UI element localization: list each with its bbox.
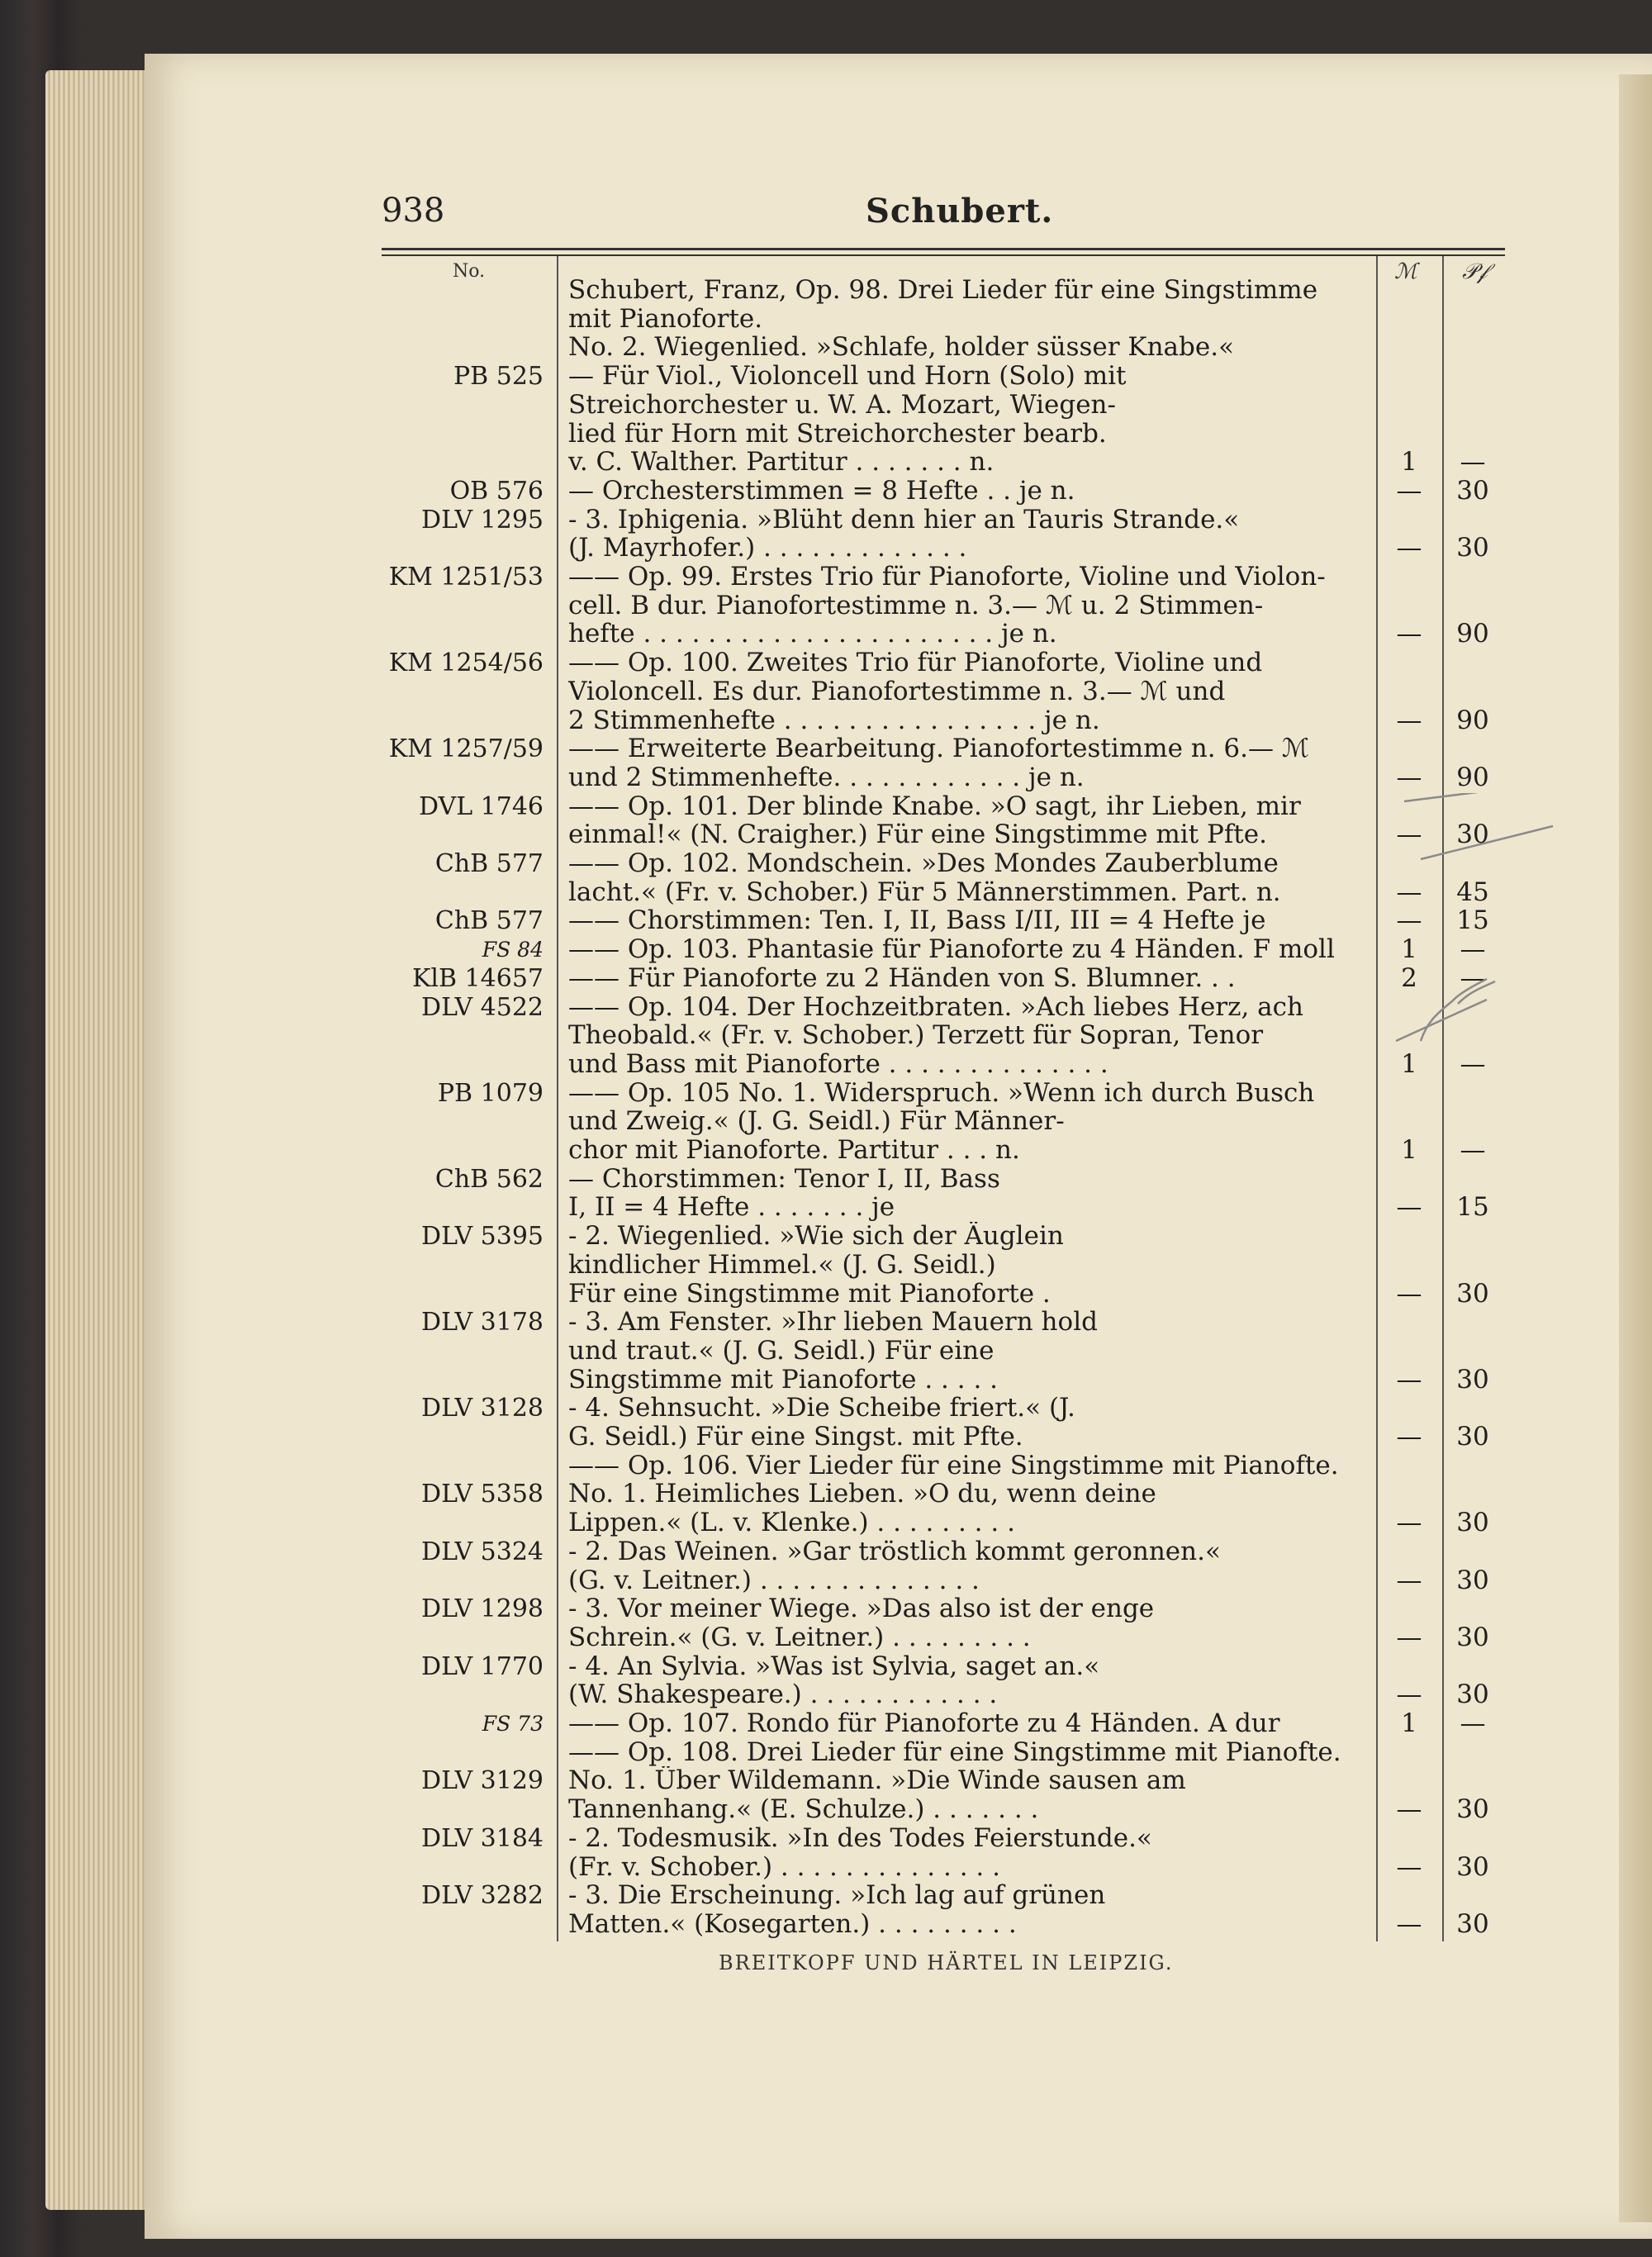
entry-text: —— Op. 103. Phantasie für Pianoforte zu 4 Händen. F moll: [568, 935, 1335, 964]
price-mark: [1376, 1452, 1442, 1480]
price-mark: —: [1396, 1909, 1422, 1939]
price-mark: —: [1396, 619, 1422, 649]
price-mark: 1: [1401, 447, 1417, 477]
price-mark: [1376, 1537, 1442, 1566]
entry-text: - 3. Am Fenster. »Ihr lieben Mauern hold: [568, 1308, 1098, 1337]
catalogue-number: [363, 391, 544, 420]
catalogue-number: [363, 1193, 544, 1222]
catalogue-number: [363, 820, 544, 849]
price-pfennig: —: [1460, 963, 1486, 993]
price-mark: [1376, 1480, 1442, 1509]
price-pfennig: [1442, 305, 1503, 334]
price-pfennig: [1442, 1337, 1503, 1366]
entry-text: - 3. Die Erscheinung. »Ich lag auf grünen: [568, 1881, 1106, 1910]
entry-text: No. 2. Wiegenlied. »Schlafe, holder süsser Knabe.«: [568, 333, 1235, 362]
entry-text: —— Op. 102. Mondschein. »Des Mondes Zauberblume: [568, 849, 1279, 878]
entry-text: und Zweig.« (J. G. Seidl.) Für Männer-: [568, 1107, 1065, 1136]
price-pfennig: —: [1460, 1135, 1486, 1165]
entry-text: Matten.« (Kosegarten.) . . . . . . . . .: [568, 1910, 1017, 1939]
entry-text: - 2. Todesmusik. »In des Todes Feierstunde.«: [568, 1824, 1152, 1853]
price-mark: —: [1396, 1508, 1422, 1537]
catalogue-number: KM 1257/59: [388, 734, 544, 763]
price-mark: [1376, 1766, 1442, 1795]
price-pfennig: [1442, 1881, 1503, 1910]
price-pfennig: 30: [1456, 533, 1489, 563]
entry-text: (Fr. v. Schober.) . . . . . . . . . . . . . .: [568, 1853, 1000, 1882]
price-pfennig: [1442, 1766, 1503, 1795]
price-mark: —: [1396, 1365, 1422, 1395]
price-mark: [1376, 362, 1442, 391]
column-divider-code: [557, 256, 558, 1941]
entry-text: No. 1. Heimliches Lieben. »O du, wenn deine: [568, 1480, 1156, 1509]
catalogue-number: KlB 14657: [411, 964, 544, 993]
catalogue-number: [363, 1566, 544, 1595]
entry-text: —— Op. 105 No. 1. Widerspruch. »Wenn ich durch Busch: [568, 1079, 1315, 1108]
price-pfennig: [1442, 1308, 1503, 1337]
price-mark: 1: [1401, 1135, 1417, 1165]
entry-text: —— Op. 106. Vier Lieder für eine Singstimme mit Pianofte.: [568, 1452, 1339, 1480]
catalogue-number: DLV 3178: [421, 1308, 544, 1337]
catalogue-number: [363, 1136, 544, 1165]
catalogue-number: DLV 5395: [421, 1222, 544, 1251]
catalogue-number: DLV 1295: [421, 506, 544, 535]
price-pfennig: 30: [1456, 1422, 1489, 1452]
price-pfennig: [1442, 1165, 1503, 1194]
catalogue-number: [363, 1623, 544, 1652]
catalogue-number: FS 84: [482, 938, 544, 962]
price-mark: [1376, 734, 1442, 763]
price-pfennig: —: [1460, 1049, 1486, 1079]
catalogue-number: KM 1251/53: [388, 563, 544, 592]
catalogue-number: [363, 1452, 544, 1480]
price-mark: [1376, 1222, 1442, 1251]
price-mark: [1376, 391, 1442, 420]
price-pfennig: [1442, 1222, 1503, 1251]
price-pfennig: —: [1460, 1708, 1486, 1738]
catalogue-number: DLV 5324: [421, 1537, 544, 1566]
next-page-edge: [1619, 74, 1652, 2222]
price-mark: [1376, 1251, 1442, 1280]
price-pfennig: [1442, 420, 1503, 449]
catalogue-number: ChB 562: [434, 1165, 544, 1194]
column-header-pf: 𝒫𝒻: [1462, 259, 1488, 284]
catalogue-number: ChB 577: [434, 906, 544, 935]
price-mark: [1376, 420, 1442, 449]
catalogue-number: DLV 4522: [421, 993, 544, 1022]
price-pfennig: 30: [1456, 1794, 1489, 1824]
price-mark: [1376, 333, 1442, 362]
catalogue-number: [363, 878, 544, 907]
entry-text: - 3. Vor meiner Wiege. »Das also ist der enge: [568, 1594, 1155, 1623]
entry-text: lied für Horn mit Streichorchester bearb.: [568, 420, 1107, 449]
entry-text: —— Für Pianoforte zu 2 Händen von S. Blumner. . .: [568, 964, 1236, 993]
catalogue-number: [363, 448, 544, 477]
entry-text: No. 1. Über Wildemann. »Die Winde sausen am: [568, 1766, 1186, 1795]
price-pfennig: [1442, 333, 1503, 362]
catalogue-number: PB 525: [453, 362, 544, 391]
entry-text: - 4. Sehnsucht. »Die Scheibe friert.« (J.: [568, 1394, 1075, 1423]
column-header-mark: ℳ: [1394, 259, 1417, 284]
entry-text: G. Seidl.) Für eine Singst. mit Pfte.: [568, 1423, 1023, 1452]
entry-text: mit Pianoforte.: [568, 305, 763, 334]
price-mark: —: [1396, 877, 1422, 907]
catalogue-number: PB 1079: [437, 1079, 544, 1108]
catalogue-number: [363, 1107, 544, 1136]
price-mark: —: [1396, 763, 1422, 792]
price-mark: [1376, 305, 1442, 334]
catalogue-number: [363, 534, 544, 563]
page-number: 938: [382, 192, 445, 230]
catalogue-number: [363, 1795, 544, 1824]
entry-text: - 3. Iphigenia. »Blüht denn hier an Tauris Strande.«: [568, 506, 1240, 535]
price-pfennig: 30: [1456, 1852, 1489, 1882]
price-mark: [1376, 506, 1442, 535]
catalogue-number: DLV 3184: [421, 1824, 544, 1853]
price-pfennig: 30: [1456, 1365, 1489, 1395]
catalogue-number: [363, 1050, 544, 1079]
entry-text: - 2. Das Weinen. »Gar tröstlich kommt geronnen.«: [568, 1537, 1221, 1566]
entry-text: I, II = 4 Hefte . . . . . . . je: [568, 1193, 895, 1222]
catalogue-number: DLV 1298: [421, 1594, 544, 1623]
catalogue-number: [363, 1910, 544, 1939]
entry-text: und 2 Stimmenhefte. . . . . . . . . . . . je n.: [568, 763, 1085, 792]
entry-text: cell. B dur. Pianofortestimme n. 3.— ℳ u. 2 Stimmen-: [568, 592, 1264, 620]
catalogue-number: DLV 3128: [421, 1394, 544, 1423]
catalogue-number: [363, 276, 544, 305]
price-mark: 1: [1401, 934, 1417, 964]
price-mark: 2: [1401, 963, 1417, 993]
catalogue-number: [363, 1251, 544, 1280]
price-pfennig: 90: [1456, 706, 1489, 735]
entry-text: — Chorstimmen: Tenor I, II, Bass: [568, 1165, 1000, 1194]
price-pfennig: [1442, 1824, 1503, 1853]
price-mark: —: [1396, 1680, 1422, 1709]
price-mark: —: [1396, 1852, 1422, 1882]
entry-text: — Für Viol., Violoncell und Horn (Solo) mit: [568, 362, 1127, 391]
price-mark: 1: [1401, 1049, 1417, 1079]
entry-text: —— Op. 101. Der blinde Knabe. »O sagt, ihr Lieben, mir: [568, 792, 1301, 821]
price-pfennig: [1442, 592, 1503, 620]
entry-text: Tannenhang.« (E. Schulze.) . . . . . . .: [568, 1795, 1039, 1824]
catalogue-number: [363, 677, 544, 706]
entry-text: Theobald.« (Fr. v. Schober.) Terzett für Sopran, Tenor: [568, 1021, 1264, 1050]
price-mark: [1376, 1165, 1442, 1194]
price-mark: [1376, 1881, 1442, 1910]
catalogue-number: FS 73: [482, 1712, 544, 1736]
price-mark: [1376, 1594, 1442, 1623]
page-edges: [45, 70, 153, 2210]
catalogue-number: [363, 1021, 544, 1050]
catalogue-number: DLV 5358: [421, 1480, 544, 1509]
entry-text: —— Op. 108. Drei Lieder für eine Singstimme mit Pianofte.: [568, 1738, 1341, 1767]
entry-text: Schubert, Franz, Op. 98. Drei Lieder für eine Singstimme: [568, 276, 1318, 305]
entry-text: und traut.« (J. G. Seidl.) Für eine: [568, 1337, 995, 1366]
catalogue-number: DLV 1770: [421, 1652, 544, 1681]
price-mark: [1376, 563, 1442, 592]
entry-text: Schrein.« (G. v. Leitner.) . . . . . . . . .: [568, 1623, 1031, 1652]
price-pfennig: —: [1460, 447, 1486, 477]
catalogue-number: KM 1254/56: [388, 649, 544, 677]
price-pfennig: [1442, 1594, 1503, 1623]
entry-text: - 2. Wiegenlied. »Wie sich der Äuglein: [568, 1222, 1064, 1251]
header-rule: [382, 248, 1505, 250]
price-mark: [1376, 677, 1442, 706]
catalogue-number: [363, 1337, 544, 1366]
price-pfennig: [1442, 1251, 1503, 1280]
price-pfennig: [1442, 677, 1503, 706]
price-pfennig: —: [1460, 934, 1486, 964]
catalogue-number: ChB 577: [434, 849, 544, 878]
entry-text: hefte . . . . . . . . . . . . . . . . . . . . . . je n.: [568, 620, 1057, 649]
entry-text: — Orchesterstimmen = 8 Hefte . . je n.: [568, 477, 1075, 506]
entry-text: —— Op. 107. Rondo für Pianoforte zu 4 Händen. A dur: [568, 1709, 1280, 1738]
catalogue-number: [363, 333, 544, 362]
price-mark: —: [1396, 1566, 1422, 1595]
price-pfennig: 30: [1456, 476, 1489, 506]
entry-text: (W. Shakespeare.) . . . . . . . . . . . .: [568, 1680, 998, 1709]
entry-text: 2 Stimmenhefte . . . . . . . . . . . . . . . . je n.: [568, 706, 1100, 735]
catalogue-number: [363, 1366, 544, 1395]
entry-text: (G. v. Leitner.) . . . . . . . . . . . . . .: [568, 1566, 980, 1595]
entry-text: v. C. Walther. Partitur . . . . . . . n.: [568, 448, 995, 477]
price-pfennig: [1442, 1537, 1503, 1566]
catalogue-number: [363, 1509, 544, 1537]
catalogue-number: OB 576: [449, 477, 544, 506]
price-mark: —: [1396, 1794, 1422, 1824]
price-mark: [1376, 649, 1442, 677]
price-mark: —: [1396, 1279, 1422, 1309]
price-pfennig: [1442, 506, 1503, 535]
catalogue-number: [363, 620, 544, 649]
catalogue-number: [363, 1280, 544, 1309]
price-pfennig: 15: [1456, 905, 1489, 935]
price-pfennig: 30: [1456, 1623, 1489, 1652]
pencil-annotation: [1388, 793, 1578, 1124]
price-pfennig: [1442, 1480, 1503, 1509]
price-mark: [1376, 1652, 1442, 1681]
column-header-no: No.: [453, 261, 486, 282]
price-mark: [1376, 592, 1442, 620]
catalogue-number: DLV 3282: [421, 1881, 544, 1910]
price-pfennig: 45: [1456, 877, 1489, 907]
entry-text: —— Op. 100. Zweites Trio für Pianoforte, Violine und: [568, 649, 1263, 677]
price-pfennig: [1442, 362, 1503, 391]
price-pfennig: [1442, 563, 1503, 592]
price-mark: [1376, 1308, 1442, 1337]
catalogue-number: DVL 1746: [419, 792, 544, 821]
price-mark: [1376, 1337, 1442, 1366]
price-pfennig: 30: [1456, 1508, 1489, 1537]
catalogue-number: [363, 1680, 544, 1709]
price-pfennig: [1442, 734, 1503, 763]
price-mark: 1: [1401, 1708, 1417, 1738]
price-pfennig: [1442, 276, 1503, 305]
price-mark: —: [1396, 1422, 1422, 1452]
price-pfennig: [1442, 1394, 1503, 1423]
entry-text: lacht.« (Fr. v. Schober.) Für 5 Männerstimmen. Part. n.: [568, 878, 1281, 907]
price-pfennig: [1442, 1452, 1503, 1480]
entry-text: - 4. An Sylvia. »Was ist Sylvia, saget an.«: [568, 1652, 1100, 1681]
entry-text: —— Op. 99. Erstes Trio für Pianoforte, Violine und Violon-: [568, 563, 1326, 592]
price-pfennig: 30: [1456, 1566, 1489, 1595]
price-pfennig: [1442, 1652, 1503, 1681]
price-mark: —: [1396, 1623, 1422, 1652]
price-mark: [1376, 1824, 1442, 1853]
catalogue-number: [363, 305, 544, 334]
price-mark: —: [1396, 820, 1422, 849]
entry-text: Für eine Singstimme mit Pianoforte .: [568, 1280, 1051, 1309]
price-mark: [1376, 276, 1442, 305]
entry-text: einmal!« (N. Craigher.) Für eine Singstimme mit Pfte.: [568, 820, 1267, 849]
price-mark: [1376, 1394, 1442, 1423]
catalogue-number: [363, 1853, 544, 1882]
price-pfennig: 30: [1456, 1279, 1489, 1309]
catalogue-number: [363, 420, 544, 449]
price-pfennig: [1442, 649, 1503, 677]
entry-text: Singstimme mit Pianoforte . . . . .: [568, 1366, 999, 1395]
price-pfennig: 30: [1456, 1909, 1489, 1939]
page-title: Schubert.: [866, 192, 1054, 230]
catalogue-number: [363, 706, 544, 735]
price-mark: [1376, 1738, 1442, 1767]
price-mark: —: [1396, 1192, 1422, 1222]
price-pfennig: 90: [1456, 619, 1489, 649]
entry-text: chor mit Pianoforte. Partitur . . . n.: [568, 1136, 1020, 1165]
price-mark: —: [1396, 905, 1422, 935]
price-pfennig: 15: [1456, 1192, 1489, 1222]
price-mark: —: [1396, 476, 1422, 506]
catalogue-number: [363, 1423, 544, 1452]
price-pfennig: [1442, 391, 1503, 420]
header-rule-double: [382, 254, 1505, 256]
catalogue-number: [363, 1738, 544, 1767]
price-pfennig: [1442, 1738, 1503, 1767]
entry-text: Streichorchester u. W. A. Mozart, Wiegen-: [568, 391, 1116, 420]
entry-text: —— Chorstimmen: Ten. I, II, Bass I/II, III = 4 Hefte je: [568, 906, 1266, 935]
entry-text: —— Erweiterte Bearbeitung. Pianofortestimme n. 6.— ℳ: [568, 734, 1310, 763]
publisher-footer: BREITKOPF UND HÄRTEL IN LEIPZIG.: [719, 1951, 1174, 1974]
catalogue-number: [363, 763, 544, 792]
entry-text: kindlicher Himmel.« (J. G. Seidl.): [568, 1251, 996, 1280]
catalogue-number: [363, 592, 544, 620]
catalogue-number: DLV 3129: [421, 1766, 544, 1795]
entry-text: Violoncell. Es dur. Pianofortestimme n. 3.— ℳ und: [568, 677, 1226, 706]
entry-text: —— Op. 104. Der Hochzeitbraten. »Ach liebes Herz, ach: [568, 993, 1303, 1022]
price-pfennig: 90: [1456, 763, 1489, 792]
entry-text: (J. Mayrhofer.) . . . . . . . . . . . . .: [568, 534, 967, 563]
price-mark: —: [1396, 706, 1422, 735]
price-pfennig: 30: [1456, 820, 1489, 849]
price-mark: —: [1396, 533, 1422, 563]
entry-text: und Bass mit Pianoforte . . . . . . . . . . . . . .: [568, 1050, 1108, 1079]
entry-text: Lippen.« (L. v. Klenke.) . . . . . . . . .: [568, 1509, 1015, 1537]
price-pfennig: 30: [1456, 1680, 1489, 1709]
